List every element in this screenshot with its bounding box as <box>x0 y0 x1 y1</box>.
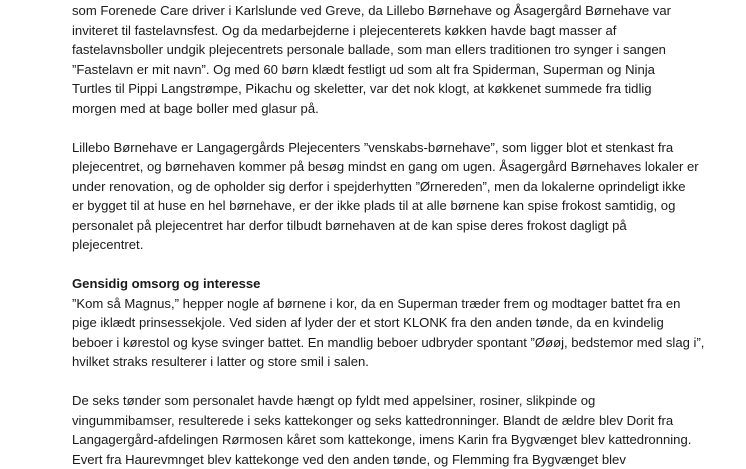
text-line: plejecentret. <box>72 235 692 255</box>
text-line: ”Fastelavn er mit navn”. Og med 60 børn klædt festligt ud som alt fra Spiderman, Superman og Ninja <box>72 60 692 80</box>
text-line: fastelavnsboller undgik plejecentrets personale ballade, som man ellers traditionen tro synger i sangen <box>72 40 692 60</box>
text-line: plejecentret, og børnehaven kommer på besøg mindst en gang om ugen. Åsagergård Børnehaves lokaler er <box>72 157 692 177</box>
paragraph-gap <box>72 372 692 392</box>
section-heading: Gensidig omsorg og interesse <box>72 274 692 294</box>
text-line: vingummibamser, resulterede i seks kattekonger og seks kattedronninger. Blandt de ældre blev Dorit fra <box>72 411 692 431</box>
text-line: morgen med at bage boller med glasur på. <box>72 99 692 119</box>
text-line: hvilket straks resulterer i latter og store smil i salen. <box>72 352 692 372</box>
text-line: Turtles til Pippi Langstrømpe, Pikachu og skeletter, var det nok klogt, at køkkenet summede fra tidlig <box>72 79 692 99</box>
text-line: er bygget til at huse en hel børnehave, er der ikke plads til at alle børnene kan spise frokost samtidig, og <box>72 196 692 216</box>
text-line: pige iklædt prinsessekjole. Ved siden af lyder der et stort KLONK fra den anden tønde, da en kvindelig <box>72 313 692 333</box>
text-line: som Forenede Care driver i Karlslunde ved Greve, da Lillebo Børnehave og Åsagergård Børnehave var <box>72 1 692 21</box>
text-line: inviteret til fastelavnsfest. Og da medarbejderne i plejecenterets køkken havde bagt masser af <box>72 21 692 41</box>
article-body <box>72 1 692 469</box>
paragraph-gap <box>72 255 692 275</box>
paragraph-2 <box>72 138 692 255</box>
text-line: Langagergård-afdelingen Rørmosen kåret som kattekonge, imens Karin fra Bygvænget blev kattedronning. <box>72 430 692 450</box>
text-line: under renovation, og de opholder sig derfor i spejderhytten ”Ørnereden”, men da lokalerne oprindeligt ikke <box>72 177 692 197</box>
paragraph-4 <box>72 391 692 469</box>
text-line: ”Kom så Magnus,” hepper nogle af børnene i kor, da en Superman træder frem og modtager battet fra en <box>72 294 692 314</box>
text-line: personalet på plejecentret har derfor tilbudt børnehaven at de kan spise deres frokost dagligt på <box>72 216 692 236</box>
paragraph-3 <box>72 294 692 372</box>
text-line: Evert fra Haurevmnget blev kattekonge ved den anden tønde, og Flemming fra Bygvænget blev <box>72 450 692 469</box>
text-line: De seks tønder som personalet havde hængt op fyldt med appelsiner, rosiner, slikpinde og <box>72 391 692 411</box>
text-line: Lillebo Børnehave er Langagergårds Plejecenters ”venskabs-børnehave”, som ligger blot et stenkast fra <box>72 138 692 158</box>
paragraph-1 <box>72 1 692 118</box>
text-line: beboer i kørestol og kyse svinger battet. En mandlig beboer udbryder spontant ”Øøøj, bedstemor med slag i”, <box>72 333 692 353</box>
paragraph-gap <box>72 118 692 138</box>
